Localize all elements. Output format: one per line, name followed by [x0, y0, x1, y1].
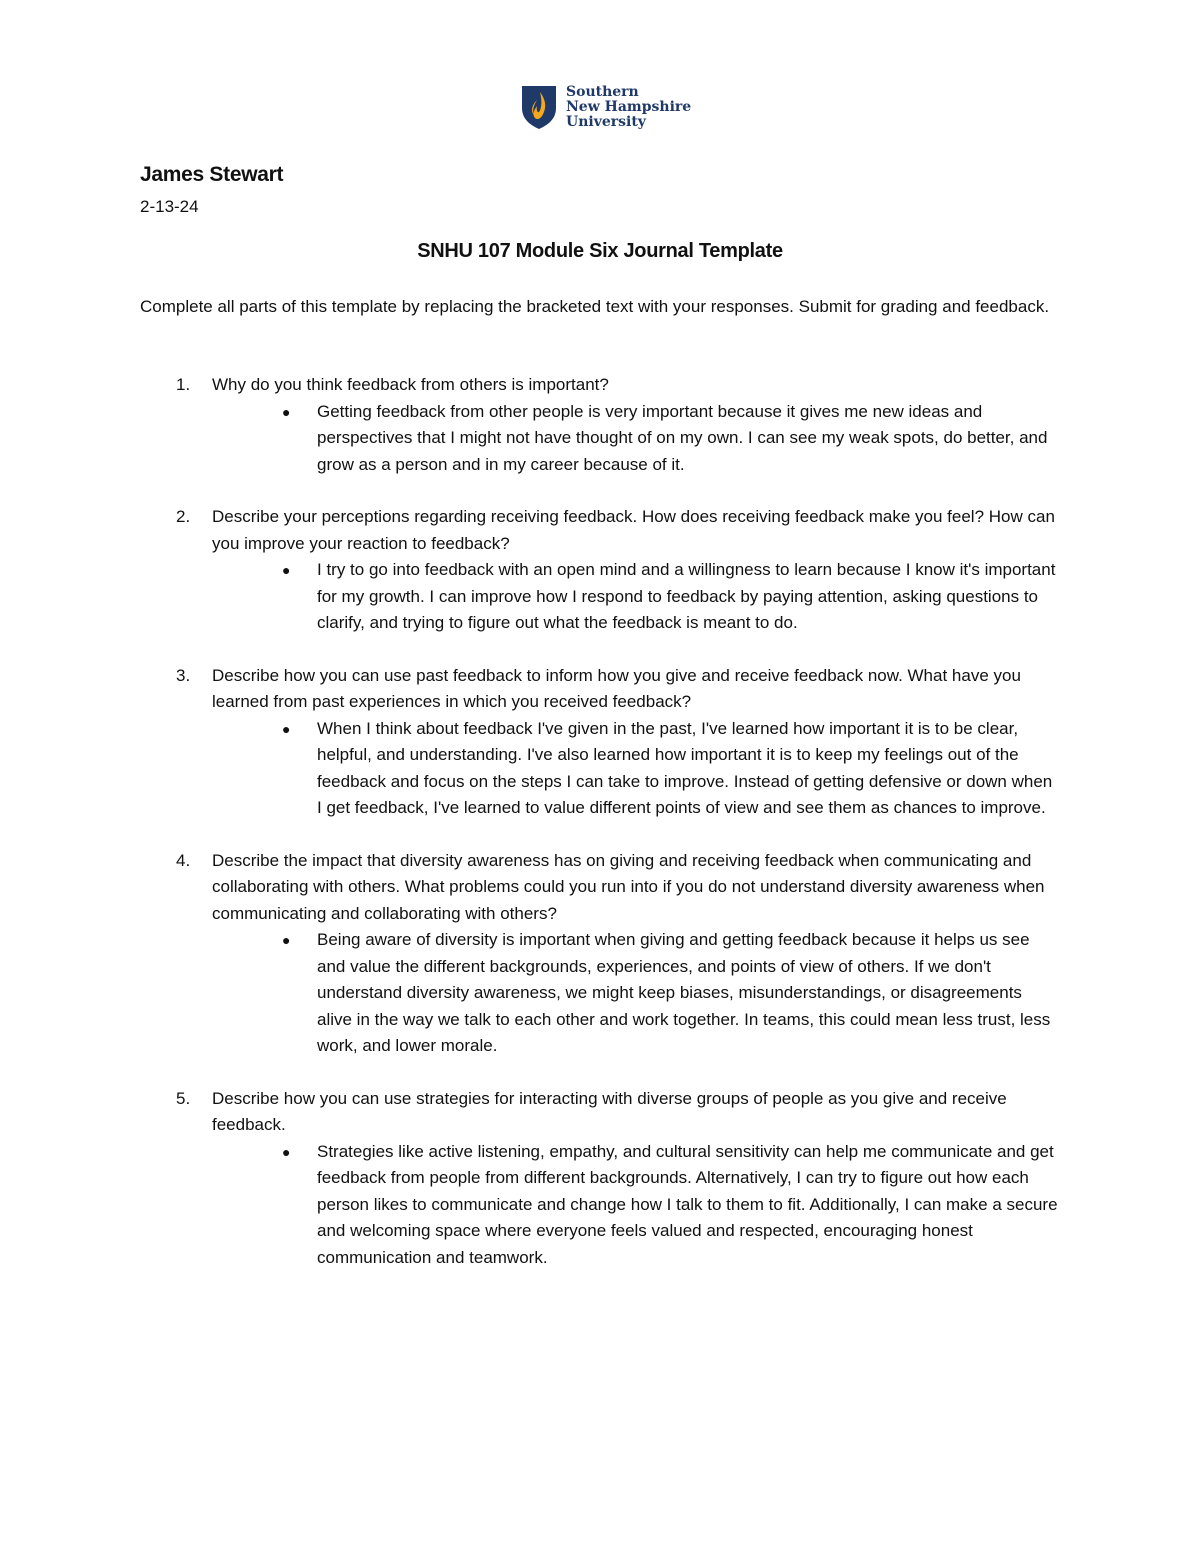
question-number: 5.: [176, 1088, 191, 1108]
question-item: [140, 1086, 1060, 1272]
question-number: 1.: [176, 375, 191, 394]
bullet-icon: ●: [282, 562, 291, 578]
logo-line-2: New Hampshire: [566, 98, 692, 115]
page-title: SNHU 107 Module Six Journal Template: [417, 240, 783, 262]
bullet-icon: ●: [282, 932, 291, 948]
flame-shield-icon: [520, 84, 558, 130]
logo-line-3: University: [566, 113, 646, 130]
logo-line-1: Southern: [566, 83, 639, 100]
question-number: 2.: [176, 507, 191, 526]
answer-text: Strategies like active listening, empathy, and cultural sensitivity can help me communicate and get feedback from people from different backgrounds. Alternatively, I can try to figure out how each person likes to communicate and change how I talk to them to fit. Additionally, I can make a secure and welcoming space where everyone feels valued and respected, encouraging honest communication and teamwork.: [317, 1141, 1058, 1267]
question-item: [140, 504, 1060, 637]
answer-text: When I think about feedback I've given in the past, I've learned how important it is to be clear, helpful, and understanding. I've also learned how important it is to keep my feelings out of the feedback and focus on the steps I can take to improve. Instead of getting defensive or down when I get feedback, I've learned to value different points of view and see them as chances to improve.: [317, 718, 1053, 817]
question-text: Describe your perceptions regarding receiving feedback. How does receiving feedback make you feel? How can you improve your reaction to feedback?: [212, 507, 1055, 553]
instructions: Complete all parts of this template by replacing the bracketed text with your responses. Submit for grading and feedback.: [140, 297, 1050, 316]
answer-text: Getting feedback from other people is very important because it gives me new ideas and perspectives that I might not have thought of on my own. I can see my weak spots, do better, and grow as a person and in my career because of it.: [317, 401, 1048, 474]
document-date: 2-13-24: [140, 197, 199, 216]
bullet-icon: ●: [282, 1143, 291, 1160]
answer-item: [140, 716, 1060, 822]
answer-item: [140, 927, 1060, 1060]
answer-item: [140, 1139, 1060, 1272]
question-text: Describe the impact that diversity awareness has on giving and receiving feedback when communicating and collaborating with others. What problems could you run into if you do not understand diversity awareness when communicating and collaborating with others?: [212, 850, 1045, 923]
bullet-icon: ●: [282, 403, 291, 420]
question-text: Describe how you can use past feedback to inform how you give and receive feedback now. What have you learned from past experiences in which you received feedback?: [212, 665, 1021, 711]
answer-item: [140, 557, 1060, 637]
author-name: James Stewart: [140, 163, 284, 186]
question-text: Why do you think feedback from others is important?: [212, 375, 609, 394]
answer-text: I try to go into feedback with an open mind and a willingness to learn because I know it's important for my growth. I can improve how I respond to feedback by paying attention, asking questions to clarify, and trying to figure out what the feedback is meant to do.: [317, 560, 1056, 632]
question-item: [140, 372, 1060, 478]
bullet-icon: ●: [282, 720, 291, 737]
logo-wordmark: [566, 85, 691, 130]
question-number: 4.: [176, 850, 191, 870]
question-number: 3.: [176, 665, 191, 685]
question-text: Describe how you can use strategies for interacting with diverse groups of people as you give and receive feedback.: [212, 1088, 1007, 1134]
question-list: [140, 372, 1060, 1297]
answer-text: Being aware of diversity is important when giving and getting feedback because it helps us see and value the different backgrounds, experiences, and points of view of others. If we don't understand diversity awareness, we might keep biases, misunderstandings, or disagreements alive in the way we talk to each other and work together. In teams, this could mean less trust, less work, and lower morale.: [317, 930, 1051, 1055]
question-item: [140, 848, 1060, 1060]
answer-item: [140, 399, 1060, 479]
question-item: [140, 663, 1060, 822]
university-logo: [520, 84, 691, 130]
